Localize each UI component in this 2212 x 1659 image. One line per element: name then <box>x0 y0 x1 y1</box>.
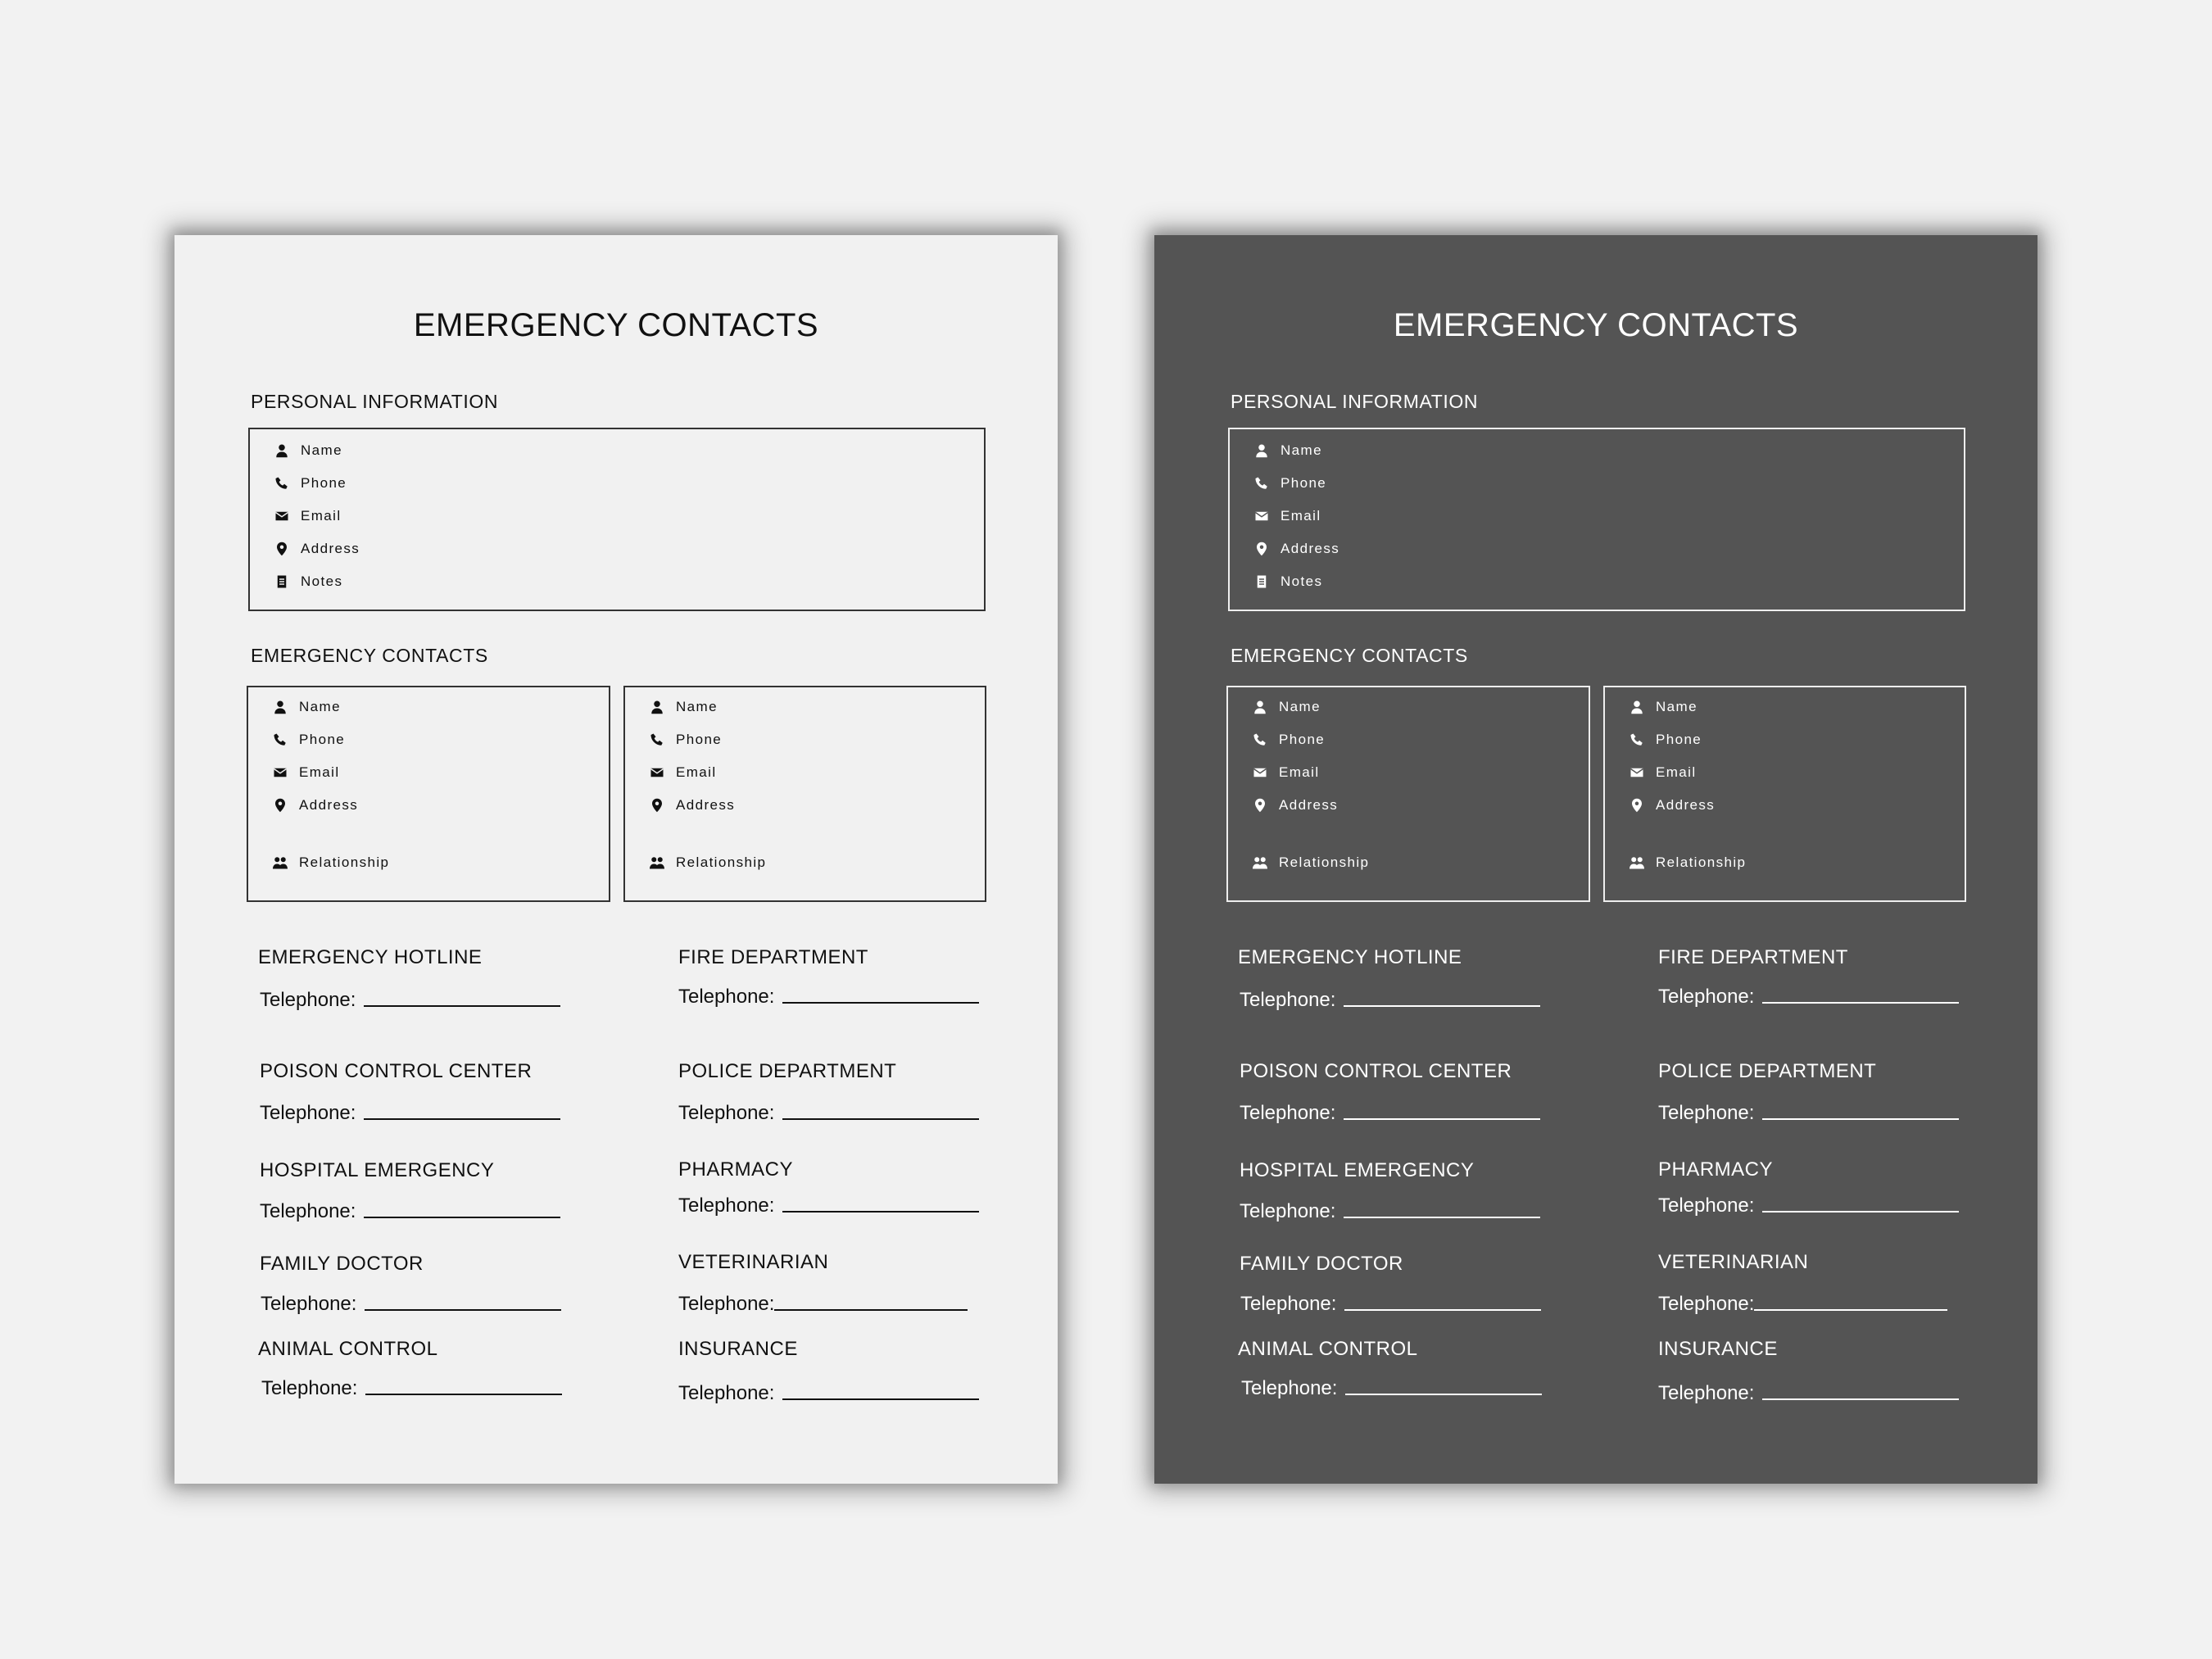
field-label: Address <box>676 797 736 813</box>
telephone-field[interactable] <box>678 1194 979 1217</box>
personal-information-heading: PERSONAL INFORMATION <box>1231 391 1479 412</box>
person-icon <box>274 443 289 458</box>
telephone-label: Telephone: <box>261 1377 358 1399</box>
contact-phone-field[interactable] <box>1253 732 1325 748</box>
field-label: Name <box>676 699 718 714</box>
family-doctor-title: FAMILY DOCTOR <box>260 1253 424 1275</box>
telephone-blank[interactable] <box>782 1118 979 1120</box>
people-icon <box>1630 855 1644 870</box>
telephone-field[interactable] <box>1658 1382 1959 1405</box>
telephone-field[interactable] <box>261 1377 562 1400</box>
field-label: Address <box>1281 541 1340 556</box>
field-label: Address <box>1656 797 1716 813</box>
field-label: Phone <box>1281 475 1327 491</box>
telephone-blank[interactable] <box>774 1309 968 1311</box>
telephone-label: Telephone: <box>260 1102 356 1124</box>
telephone-field[interactable] <box>678 1382 979 1405</box>
contact-relationship-field[interactable] <box>1630 854 1746 871</box>
family-doctor-title: FAMILY DOCTOR <box>1240 1253 1403 1275</box>
telephone-field[interactable] <box>261 1293 561 1316</box>
light-sheet <box>175 235 1058 1484</box>
poison-control-title: POISON CONTROL CENTER <box>260 1060 533 1082</box>
veterinarian-title: VETERINARIAN <box>1658 1251 1809 1273</box>
contact-name-field[interactable] <box>273 699 341 715</box>
personal-information-box <box>1228 428 1965 611</box>
telephone-blank[interactable] <box>1344 1118 1540 1120</box>
telephone-label: Telephone: <box>678 1382 775 1404</box>
contact-email-field[interactable] <box>650 764 717 781</box>
contact-name-field[interactable] <box>650 699 718 715</box>
field-label: Email <box>1656 764 1697 780</box>
personal-phone-field[interactable] <box>1254 475 1326 492</box>
telephone-blank[interactable] <box>782 1211 979 1213</box>
telephone-blank[interactable] <box>364 1217 560 1218</box>
envelope-icon <box>1253 765 1267 780</box>
map-pin-icon <box>1254 542 1269 556</box>
field-label: Email <box>299 764 340 780</box>
telephone-blank[interactable] <box>1762 1118 1959 1120</box>
emergency-contact-card <box>623 686 986 902</box>
telephone-label: Telephone: <box>260 1200 356 1222</box>
field-label: Phone <box>676 732 723 747</box>
telephone-label: Telephone: <box>1658 1293 1755 1315</box>
personal-name-field[interactable] <box>274 442 342 459</box>
telephone-label: Telephone: <box>1658 1382 1755 1404</box>
telephone-field[interactable] <box>1241 1377 1542 1400</box>
person-icon <box>650 700 664 714</box>
notepad-icon <box>1254 574 1269 589</box>
telephone-blank[interactable] <box>1344 1309 1541 1311</box>
field-label: Name <box>1279 699 1321 714</box>
telephone-label: Telephone: <box>1658 1102 1755 1124</box>
veterinarian-title: VETERINARIAN <box>678 1251 829 1273</box>
personal-address-field[interactable] <box>274 541 360 557</box>
telephone-field[interactable] <box>1240 1293 1541 1316</box>
personal-information-box <box>248 428 986 611</box>
telephone-label: Telephone: <box>678 1293 775 1315</box>
field-label: Name <box>299 699 341 714</box>
telephone-blank[interactable] <box>782 1002 979 1004</box>
field-label: Relationship <box>1656 854 1747 870</box>
telephone-blank[interactable] <box>1344 1217 1540 1218</box>
emergency-contact-card <box>1603 686 1966 902</box>
personal-name-field[interactable] <box>1254 442 1322 459</box>
field-label: Relationship <box>1279 854 1370 870</box>
contact-email-field[interactable] <box>1630 764 1697 781</box>
map-pin-icon <box>1630 798 1644 813</box>
telephone-label: Telephone: <box>261 1293 357 1315</box>
contact-address-field[interactable] <box>1253 797 1338 814</box>
field-label: Email <box>301 508 342 524</box>
telephone-blank[interactable] <box>364 1005 560 1007</box>
dark-sheet <box>1154 235 2037 1484</box>
page-title: EMERGENCY CONTACTS <box>413 307 819 343</box>
envelope-icon <box>274 509 289 524</box>
telephone-label: Telephone: <box>678 1194 775 1217</box>
telephone-field[interactable] <box>1658 1194 1959 1217</box>
telephone-field[interactable] <box>678 1293 968 1316</box>
person-icon <box>1630 700 1644 714</box>
police-department-title: POLICE DEPARTMENT <box>1658 1060 1877 1082</box>
telephone-blank[interactable] <box>1344 1005 1540 1007</box>
telephone-blank[interactable] <box>364 1118 560 1120</box>
emergency-contacts-heading: EMERGENCY CONTACTS <box>251 645 488 666</box>
fire-department-title: FIRE DEPARTMENT <box>678 946 868 968</box>
insurance-title: INSURANCE <box>1658 1338 1778 1360</box>
people-icon <box>1253 855 1267 870</box>
emergency-contacts-heading: EMERGENCY CONTACTS <box>1231 645 1468 666</box>
field-label: Phone <box>1279 732 1326 747</box>
telephone-label: Telephone: <box>260 989 356 1011</box>
envelope-icon <box>273 765 288 780</box>
telephone-label: Telephone: <box>1240 1293 1337 1315</box>
field-label: Name <box>1281 442 1322 458</box>
contact-address-field[interactable] <box>273 797 358 814</box>
telephone-label: Telephone: <box>1241 1377 1338 1399</box>
contact-name-field[interactable] <box>1253 699 1321 715</box>
telephone-label: Telephone: <box>678 986 775 1008</box>
contact-relationship-field[interactable] <box>650 854 766 871</box>
personal-phone-field[interactable] <box>274 475 347 492</box>
telephone-label: Telephone: <box>678 1102 775 1124</box>
contact-address-field[interactable] <box>650 797 735 814</box>
field-label: Relationship <box>299 854 390 870</box>
telephone-blank[interactable] <box>782 1398 979 1400</box>
hospital-emergency-title: HOSPITAL EMERGENCY <box>260 1159 495 1181</box>
police-department-title: POLICE DEPARTMENT <box>678 1060 897 1082</box>
map-pin-icon <box>650 798 664 813</box>
emergency-contact-card <box>1226 686 1590 902</box>
field-label: Notes <box>301 573 343 589</box>
telephone-blank[interactable] <box>1762 1211 1959 1213</box>
emergency-contact-card <box>247 686 610 902</box>
personal-email-field[interactable] <box>1254 508 1321 524</box>
contact-email-field[interactable] <box>1253 764 1320 781</box>
person-icon <box>273 700 288 714</box>
page-title: EMERGENCY CONTACTS <box>1393 307 1799 343</box>
envelope-icon <box>1254 509 1269 524</box>
contact-address-field[interactable] <box>1630 797 1715 814</box>
pharmacy-title: PHARMACY <box>678 1158 794 1181</box>
field-label: Email <box>1279 764 1320 780</box>
telephone-field[interactable] <box>1240 1102 1540 1125</box>
hospital-emergency-title: HOSPITAL EMERGENCY <box>1240 1159 1475 1181</box>
field-label: Address <box>301 541 360 556</box>
pharmacy-title: PHARMACY <box>1658 1158 1774 1181</box>
phone-icon <box>1254 476 1269 491</box>
phone-icon <box>274 476 289 491</box>
contact-phone-field[interactable] <box>1630 732 1702 748</box>
people-icon <box>273 855 288 870</box>
field-label: Address <box>299 797 359 813</box>
telephone-blank[interactable] <box>365 1309 561 1311</box>
phone-icon <box>1253 732 1267 747</box>
insurance-title: INSURANCE <box>678 1338 798 1360</box>
phone-icon <box>1630 732 1644 747</box>
emergency-hotline-title: EMERGENCY HOTLINE <box>258 946 483 968</box>
field-label: Email <box>676 764 717 780</box>
personal-information-heading: PERSONAL INFORMATION <box>251 391 499 412</box>
personal-address-field[interactable] <box>1254 541 1339 557</box>
fire-department-title: FIRE DEPARTMENT <box>1658 946 1848 968</box>
telephone-field[interactable] <box>1658 986 1959 1009</box>
map-pin-icon <box>1253 798 1267 813</box>
poison-control-title: POISON CONTROL CENTER <box>1240 1060 1512 1082</box>
telephone-label: Telephone: <box>1240 1200 1336 1222</box>
telephone-label: Telephone: <box>1240 989 1336 1011</box>
telephone-field[interactable] <box>260 1102 560 1125</box>
notepad-icon <box>274 574 289 589</box>
field-label: Address <box>1279 797 1339 813</box>
field-label: Email <box>1281 508 1321 524</box>
map-pin-icon <box>273 798 288 813</box>
telephone-label: Telephone: <box>1658 1194 1755 1217</box>
field-label: Relationship <box>676 854 767 870</box>
contact-name-field[interactable] <box>1630 699 1698 715</box>
telephone-field[interactable] <box>260 1200 560 1223</box>
field-label: Phone <box>301 475 347 491</box>
animal-control-title: ANIMAL CONTROL <box>1238 1338 1418 1360</box>
telephone-blank[interactable] <box>1762 1002 1959 1004</box>
telephone-field[interactable] <box>1658 1293 1947 1316</box>
contact-phone-field[interactable] <box>650 732 722 748</box>
telephone-blank[interactable] <box>1754 1309 1947 1311</box>
contact-relationship-field[interactable] <box>273 854 389 871</box>
telephone-field[interactable] <box>1240 1200 1540 1223</box>
personal-notes-field[interactable] <box>274 573 342 590</box>
emergency-hotline-title: EMERGENCY HOTLINE <box>1238 946 1462 968</box>
person-icon <box>1253 700 1267 714</box>
animal-control-title: ANIMAL CONTROL <box>258 1338 438 1360</box>
envelope-icon <box>1630 765 1644 780</box>
envelope-icon <box>650 765 664 780</box>
telephone-blank[interactable] <box>365 1394 562 1395</box>
personal-email-field[interactable] <box>274 508 342 524</box>
telephone-field[interactable] <box>260 989 560 1012</box>
telephone-blank[interactable] <box>1345 1394 1542 1395</box>
telephone-blank[interactable] <box>1762 1398 1959 1400</box>
field-label: Phone <box>299 732 346 747</box>
phone-icon <box>273 732 288 747</box>
contact-email-field[interactable] <box>273 764 340 781</box>
contact-phone-field[interactable] <box>273 732 345 748</box>
telephone-field[interactable] <box>1240 989 1540 1012</box>
personal-notes-field[interactable] <box>1254 573 1322 590</box>
field-label: Name <box>1656 699 1698 714</box>
map-pin-icon <box>274 542 289 556</box>
field-label: Name <box>301 442 342 458</box>
telephone-field[interactable] <box>678 1102 979 1125</box>
telephone-label: Telephone: <box>1240 1102 1336 1124</box>
contact-relationship-field[interactable] <box>1253 854 1369 871</box>
phone-icon <box>650 732 664 747</box>
field-label: Phone <box>1656 732 1702 747</box>
field-label: Notes <box>1281 573 1323 589</box>
telephone-field[interactable] <box>1658 1102 1959 1125</box>
telephone-field[interactable] <box>678 986 979 1009</box>
person-icon <box>1254 443 1269 458</box>
telephone-label: Telephone: <box>1658 986 1755 1008</box>
people-icon <box>650 855 664 870</box>
